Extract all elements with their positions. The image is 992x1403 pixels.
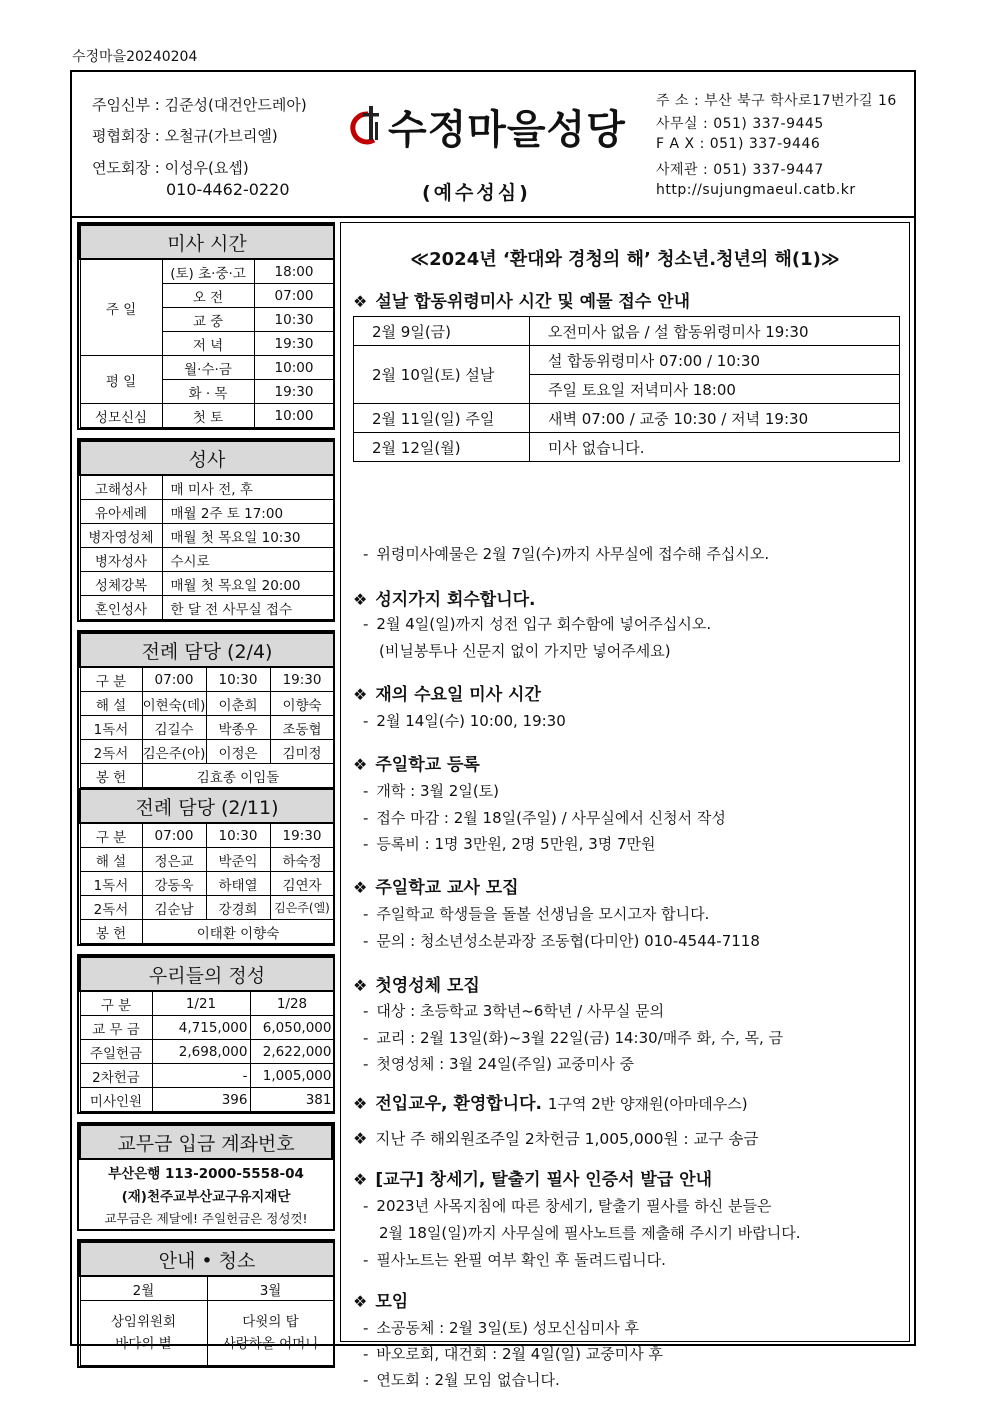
section-sunday-school [353, 750, 480, 775]
offerings-value: 2,622,000 [250, 1040, 334, 1064]
mass-times-box [77, 222, 335, 430]
mass-times-title: 미사 시간 [80, 225, 334, 259]
guide-item: 다윗의 탑 [242, 1314, 299, 1330]
ash-line-1: - 2월 14일(수) 10:00, 19:30 [363, 712, 566, 730]
meetings-line-1: - 소공동체 : 2월 3일(토) 성모신심미사 후 [363, 1319, 639, 1337]
liturgy-title-1: 전례 담당 (2/4) [80, 633, 334, 667]
document-id: 수정마을20240204 [72, 49, 198, 65]
pastor-line [92, 94, 307, 115]
sacrament-name: 혼인성사 [80, 596, 162, 620]
account-title: 교무금 입금 계좌번호 [80, 1125, 332, 1159]
palm-line-2: (비닐봉투나 신문지 없이 가지만 넣어주세요) [379, 642, 671, 660]
mass-day: 월·수·금 [162, 356, 254, 380]
schedule-item: 설 합동위령미사 07:00 / 10:30 [530, 346, 900, 375]
account-note: 교무금은 제달에! 주일헌금은 정성껏! [104, 1210, 308, 1226]
sacrament-value: 수시로 [162, 548, 334, 572]
diocese-line-3: - 필사노트는 완필 여부 확인 후 돌려드립니다. [363, 1251, 666, 1269]
liturgy-cell: 김연자 [270, 872, 334, 896]
liturgy-title-2: 전례 담당 (2/11) [80, 789, 334, 823]
liturgy-role: 1독서 [80, 872, 142, 896]
offerings-head: 구 분 [80, 991, 152, 1016]
communion-line-3: - 첫영성체 : 3월 24일(주일) 교중미사 중 [363, 1055, 635, 1073]
schedule-date: 2월 9일(금) [354, 317, 530, 346]
line-text: 바오로회, 대건회 : 2월 4일(일) 교중미사 후 [376, 1345, 663, 1363]
council-label: 평협회장 : [92, 127, 160, 145]
bulletin-main-title: ≪2024년 ‘환대와 경청의 해’ 청소년.청년의 해(1)≫ [410, 249, 840, 270]
offerings-title: 우리들의 정성 [80, 957, 334, 991]
liturgy-cell: 강경희 [206, 896, 270, 920]
diamond-bullet-icon: ❖ [353, 1129, 368, 1148]
schedule-date: 2월 10일(토) 설날 [354, 346, 530, 404]
welcome-text: 1구역 2반 양재원(아마데우스) [547, 1095, 748, 1113]
mass-time: 10:00 [254, 404, 334, 428]
sacrament-name: 병자영성체 [80, 524, 162, 548]
offerings-value: 4,715,000 [152, 1016, 250, 1040]
pastor-label: 주임신부 : [92, 96, 160, 114]
schedule-item: 새벽 07:00 / 교중 10:30 / 저녁 19:30 [530, 404, 900, 433]
liturgy-cell: 김순남 [142, 896, 206, 920]
diamond-bullet-icon: ❖ [353, 1292, 368, 1311]
diamond-bullet-icon: ❖ [353, 590, 368, 609]
line-text: 접수 마감 : 2월 18일(주일) / 사무실에서 신청서 작성 [376, 809, 726, 827]
meetings-line-3: - 연도회 : 2월 모임 없습니다. [363, 1371, 560, 1389]
offerings-label: 2차헌금 [80, 1064, 152, 1088]
palm-line-1: - 2월 4일(일)까지 성전 입구 회수함에 넣어주십시오. [363, 615, 712, 633]
line-text: 문의 : 청소년성소분과장 조동협(다미안) 010-4544-7118 [376, 932, 760, 950]
section-first-communion [353, 971, 480, 996]
liturgy-head: 19:30 [270, 667, 334, 692]
mass-times-table [79, 224, 335, 428]
mass-time: 18:00 [254, 259, 334, 284]
school-line-1: - 개학 : 3월 2일(토) [363, 782, 500, 800]
liturgy-cell: 김미정 [270, 740, 334, 764]
sacrament-value: 매월 첫 목요일 20:00 [162, 572, 334, 596]
liturgy-head: 구 분 [80, 667, 142, 692]
sacrament-value: 매월 2주 토 17:00 [162, 500, 334, 524]
liturgy-role: 해 설 [80, 848, 142, 872]
section-teachers [353, 873, 519, 898]
church-title: 수정마을성당 [388, 107, 626, 153]
section-palm [353, 585, 536, 610]
guide-item: 바다의 별 [115, 1336, 172, 1352]
liturgy-head: 10:30 [206, 823, 270, 848]
schedule-item: 주일 토요일 저녁미사 18:00 [530, 375, 900, 404]
guide-item: 상임위원회 [110, 1314, 177, 1330]
teachers-line-2: - 문의 : 청소년성소분과장 조동협(다미안) 010-4544-7118 [363, 932, 760, 950]
mass-day: 첫 토 [162, 404, 254, 428]
schedule-item: 미사 없습니다. [530, 433, 900, 462]
bank-account: 부산은행 113-2000-5558-04 [108, 1165, 304, 1182]
section-memorial-mass [353, 287, 690, 312]
left-sidebar [77, 222, 335, 1368]
section-title: 재의 수요일 미사 시간 [375, 685, 541, 705]
offerings-label: 미사인원 [80, 1088, 152, 1112]
sacraments-table [79, 440, 335, 620]
line-text: 대상 : 초등학교 3학년~6학년 / 사무실 문의 [376, 1002, 665, 1020]
diamond-bullet-icon: ❖ [353, 878, 368, 897]
mass-day: 교 중 [162, 308, 254, 332]
mass-time: 10:30 [254, 308, 334, 332]
offerings-value: - [152, 1064, 250, 1088]
sacrament-name: 고해성사 [80, 475, 162, 500]
line-text: 2023년 사목지침에 따른 창세기, 탈출기 필사를 하신 분들은 [376, 1197, 772, 1215]
offertory-label: 봉 헌 [80, 764, 142, 788]
liturgy-head: 19:30 [270, 823, 334, 848]
website-link[interactable]: http://sujungmaeul.catb.kr [656, 182, 856, 198]
liturgy-cell: 박종우 [206, 716, 270, 740]
offerings-value: 2,698,000 [152, 1040, 250, 1064]
offerings-table [79, 956, 335, 1112]
mass-time: 19:30 [254, 332, 334, 356]
meetings-line-2: - 바오로회, 대건회 : 2월 4일(일) 교중미사 후 [363, 1345, 663, 1363]
offerings-head: 1/28 [250, 991, 334, 1016]
liturgy-box-1 [77, 630, 335, 788]
liturgy-cell: 강동욱 [142, 872, 206, 896]
line-text: 첫영성체 : 3월 24일(주일) 교중미사 중 [376, 1055, 635, 1073]
diamond-bullet-icon: ❖ [353, 1170, 368, 1189]
communion-line-1: - 대상 : 초등학교 3학년~6학년 / 사무실 문의 [363, 1002, 665, 1020]
section-welcome [353, 1089, 748, 1114]
line-text: 주일학교 학생들을 돌볼 선생님을 모시고자 합니다. [376, 905, 710, 923]
line-text: 교리 : 2월 13일(화)~3월 22일(금) 14:30/매주 화, 수, 목, 금 [376, 1029, 784, 1047]
council-line [92, 125, 278, 146]
mass-time: 07:00 [254, 284, 334, 308]
header [72, 72, 914, 218]
guide-mar-cell [207, 1301, 334, 1366]
office-phone: 사무실 : 051) 337-9445 [656, 116, 824, 132]
elder-line [92, 157, 249, 178]
mass-day: 저 녁 [162, 332, 254, 356]
offertory-label: 봉 헌 [80, 920, 142, 944]
diocese-line-1: - 2023년 사목지침에 따른 창세기, 탈출기 필사를 하신 분들은 [363, 1197, 772, 1215]
account-table [79, 1124, 333, 1229]
mass-day: 오 전 [162, 284, 254, 308]
line-text: 2월 4일(일)까지 성전 입구 회수함에 넣어주십시오. [376, 615, 712, 633]
section-title: 성지가지 회수합니다. [375, 590, 536, 610]
guide-item: 사랑하올 어머니 [222, 1336, 319, 1352]
liturgy-cell: 이정은 [206, 740, 270, 764]
liturgy-cell: 김은주(아) [142, 740, 206, 764]
sacrament-name: 유아세례 [80, 500, 162, 524]
section-diocese [353, 1165, 712, 1190]
offerings-value: 381 [250, 1088, 334, 1112]
diamond-bullet-icon: ❖ [353, 976, 368, 995]
liturgy-head: 07:00 [142, 823, 206, 848]
liturgy-cell: 김은주(엘) [270, 896, 334, 920]
guide-month: 2월 [80, 1276, 207, 1301]
line-text: 위령미사예물은 2월 7일(수)까지 사무실에 접수해 주십시오. [376, 545, 770, 563]
cross-logo-icon [348, 104, 388, 150]
sacrament-name: 성체강복 [80, 572, 162, 596]
liturgy-cell: 이향숙 [270, 692, 334, 716]
offerings-box [77, 954, 335, 1114]
school-line-2: - 접수 마감 : 2월 18일(주일) / 사무실에서 신청서 작성 [363, 809, 726, 827]
section-text: 지난 주 해외원조주일 2차헌금 1,005,000원 : 교구 송금 [375, 1130, 759, 1148]
communion-line-2: - 교리 : 2월 13일(화)~3월 22일(금) 14:30/매주 화, 수, 목, 금 [363, 1029, 784, 1047]
diocese-line-2: 2월 18일(일)까지 사무실에 필사노트를 제출해 주시기 바랍니다. [379, 1224, 801, 1242]
offerings-value: 6,050,000 [250, 1016, 334, 1040]
schedule-item: 오전미사 없음 / 설 합동위령미사 19:30 [530, 317, 900, 346]
announcements-panel [340, 222, 910, 1389]
offertory-names: 이태환 이향숙 [142, 920, 334, 944]
elder-label: 연도회장 : [92, 159, 160, 177]
sacrament-value: 한 달 전 사무실 접수 [162, 596, 334, 620]
section-title: 첫영성체 모집 [375, 976, 480, 996]
schedule-date: 2월 11일(일) 주일 [354, 404, 530, 433]
line-text: 연도회 : 2월 모임 없습니다. [376, 1371, 560, 1389]
liturgy-cell: 이현숙(데) [142, 692, 206, 716]
liturgy-table-2 [79, 788, 335, 944]
saturday-devotion-label: 성모신심 [80, 404, 162, 428]
offerings-head: 1/21 [152, 991, 250, 1016]
church-logo [348, 98, 626, 155]
section-title: 설날 합동위령미사 시간 및 예물 접수 안내 [375, 292, 691, 312]
guide-title: 안내 • 청소 [80, 1242, 334, 1276]
mass-day: 화 · 목 [162, 380, 254, 404]
elder-name: 이성우(요셉) [164, 159, 249, 177]
section-meetings [353, 1287, 408, 1312]
mass-day: (토) 초·중·고 [162, 259, 254, 284]
liturgy-cell: 이춘희 [206, 692, 270, 716]
council-name: 오철규(가브리엘) [164, 127, 278, 145]
sacrament-value: 매 미사 전, 후 [162, 475, 334, 500]
sacrament-name: 병자성사 [80, 548, 162, 572]
liturgy-cell: 정은교 [142, 848, 206, 872]
liturgy-table-1 [79, 632, 335, 788]
offertory-names: 김효종 이임돌 [142, 764, 334, 788]
church-subtitle: (예수성심) [422, 182, 531, 204]
offerings-label: 교 무 금 [80, 1016, 152, 1040]
line-text: 2월 14일(수) 10:00, 19:30 [376, 712, 566, 730]
sunday-label: 주 일 [80, 259, 162, 356]
sacraments-title: 성사 [80, 441, 334, 475]
bulletin-frame [70, 70, 916, 1389]
memorial-note: - 위령미사예물은 2월 7일(수)까지 사무실에 접수해 주십시오. [363, 545, 770, 563]
sacrament-value: 매월 첫 목요일 10:30 [162, 524, 334, 548]
liturgy-cell: 박준익 [206, 848, 270, 872]
teachers-line-1: - 주일학교 학생들을 돌볼 선생님을 모시고자 합니다. [363, 905, 710, 923]
offerings-value: 396 [152, 1088, 250, 1112]
rectory-phone: 사제관 : 051) 337-9447 [656, 162, 824, 178]
line-text: 소공동체 : 2월 3일(토) 성모신심미사 후 [376, 1319, 639, 1337]
liturgy-head: 07:00 [142, 667, 206, 692]
account-box [77, 1122, 335, 1231]
section-title: [교구] 창세기, 탈출기 필사 인증서 발급 안내 [375, 1170, 713, 1190]
fax-number: F A X : 051) 337-9446 [656, 136, 821, 152]
liturgy-cell: 하태열 [206, 872, 270, 896]
liturgy-box-2 [77, 788, 335, 946]
section-title: 모임 [375, 1292, 409, 1312]
guide-month: 3월 [207, 1276, 334, 1301]
liturgy-role: 1독서 [80, 716, 142, 740]
guide-table [79, 1241, 335, 1366]
weekday-label: 평 일 [80, 356, 162, 404]
diamond-bullet-icon: ❖ [353, 755, 368, 774]
liturgy-role: 해 설 [80, 692, 142, 716]
pastor-name: 김준성(대건안드레아) [164, 96, 307, 114]
liturgy-head: 구 분 [80, 823, 142, 848]
diamond-bullet-icon: ❖ [353, 292, 368, 311]
liturgy-role: 2독서 [80, 740, 142, 764]
section-title: 전입교우, 환영합니다. [375, 1094, 542, 1114]
liturgy-head: 10:30 [206, 667, 270, 692]
mass-time: 19:30 [254, 380, 334, 404]
section-ash-wednesday [353, 680, 541, 705]
diamond-bullet-icon: ❖ [353, 685, 368, 704]
line-text: 등록비 : 1명 3만원, 2명 5만원, 3명 7만원 [376, 835, 656, 853]
offerings-value: 1,005,000 [250, 1064, 334, 1088]
address: 주 소 : 부산 북구 학사로17번가길 16 [656, 93, 897, 109]
liturgy-cell: 김길수 [142, 716, 206, 740]
line-text: 필사노트는 완필 여부 확인 후 돌려드립니다. [376, 1251, 666, 1269]
guide-feb-cell [80, 1301, 207, 1366]
school-line-3: - 등록비 : 1명 3만원, 2명 5만원, 3명 7만원 [363, 835, 656, 853]
schedule-date: 2월 12일(월) [354, 433, 530, 462]
diamond-bullet-icon: ❖ [353, 1094, 368, 1113]
guide-box [77, 1239, 335, 1368]
line-text: 개학 : 3월 2일(토) [376, 782, 500, 800]
section-overseas-aid [353, 1127, 758, 1149]
section-title: 주일학교 등록 [375, 755, 480, 775]
account-holder: (재)천주교부산교구유지재단 [121, 1188, 291, 1205]
offerings-label: 주일헌금 [80, 1040, 152, 1064]
section-title: 주일학교 교사 모집 [375, 878, 519, 898]
elder-phone: 010-4462-0220 [166, 180, 290, 199]
sacraments-box [77, 438, 335, 622]
liturgy-cell: 조동협 [270, 716, 334, 740]
mass-time: 10:00 [254, 356, 334, 380]
liturgy-cell: 하숙정 [270, 848, 334, 872]
memorial-mass-table [353, 316, 900, 462]
liturgy-role: 2독서 [80, 896, 142, 920]
